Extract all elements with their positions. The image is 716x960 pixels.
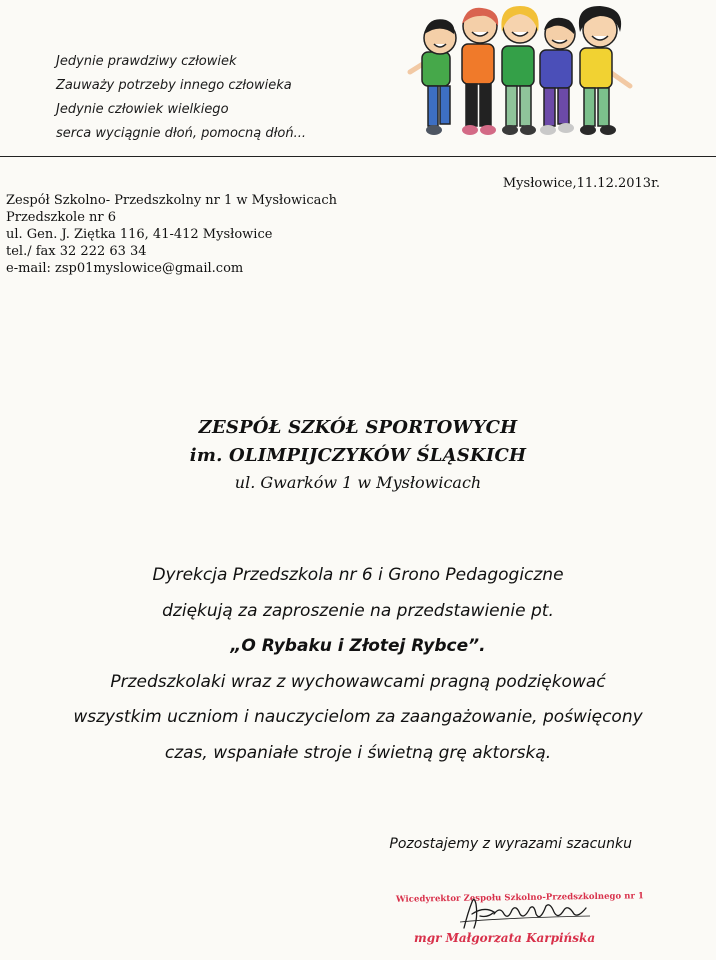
- header-poem: [56, 50, 306, 146]
- child-figure: [501, 6, 538, 135]
- handwritten-signature: [450, 892, 600, 934]
- recipient-block: [0, 414, 716, 496]
- poem-line: serca wyciągnie dłoń, pomocną dłoń...: [56, 126, 306, 141]
- sender-name: Zespół Szkolno- Przedszkolny nr 1 w Mysłowicach: [6, 193, 338, 208]
- play-title: „O Rybaku i Złotej Rybce”.: [230, 636, 486, 656]
- sender-phone: tel./ fax 32 222 63 34: [6, 244, 147, 259]
- body-line: Dyrekcja Przedszkola nr 6 i Grono Pedagogiczne: [152, 565, 564, 585]
- recipient-line: im. OLIMPIJCZYKÓW ŚLĄSKICH: [189, 445, 527, 466]
- body-line: dziękują za zaproszenie na przedstawienie pt.: [162, 600, 554, 621]
- letter-body: [0, 558, 716, 771]
- child-figure: [540, 18, 575, 135]
- recipient-line: ZESPÓŁ SZKÓŁ SPORTOWYCH: [198, 417, 518, 438]
- body-line: wszystkim uczniom i nauczycielom za zaangażowanie, poświęcony: [73, 707, 643, 727]
- poem-line: Zauważy potrzeby innego człowieka: [56, 78, 292, 93]
- child-figure: [410, 19, 456, 135]
- closing-line: Pozostajemy z wyrazami szacunku: [389, 836, 632, 852]
- body-line: czas, wspaniałe stroje i świetną grę aktorską.: [164, 742, 552, 763]
- children-holding-hands-illustration: [404, 2, 640, 142]
- recipient-address: ul. Gwarków 1 w Mysłowicach: [234, 473, 482, 492]
- stamp-title: Wicedyrektor Zespołu Szkolno-Przedszkolnego nr 1: [395, 891, 645, 905]
- child-figure: [462, 8, 498, 135]
- poem-line: Jedynie człowiek wielkiego: [56, 102, 229, 117]
- body-line: Przedszkolaki wraz z wychowawcami pragną podziękować: [110, 671, 606, 692]
- sender-address: ul. Gen. J. Ziętka 116, 41-412 Mysłowice: [6, 227, 273, 242]
- letter-date: Mysłowice,11.12.2013r.: [502, 176, 660, 191]
- sender-block: [6, 192, 337, 277]
- sender-email: e-mail: zsp01myslowice@gmail.com: [6, 261, 244, 276]
- stamp-name: mgr Małgorzata Karpińska: [414, 931, 596, 945]
- poem-line: Jedynie prawdziwy człowiek: [56, 54, 237, 69]
- header-divider: [0, 156, 716, 157]
- sender-unit: Przedszkole nr 6: [6, 210, 117, 225]
- child-figure: [579, 6, 630, 135]
